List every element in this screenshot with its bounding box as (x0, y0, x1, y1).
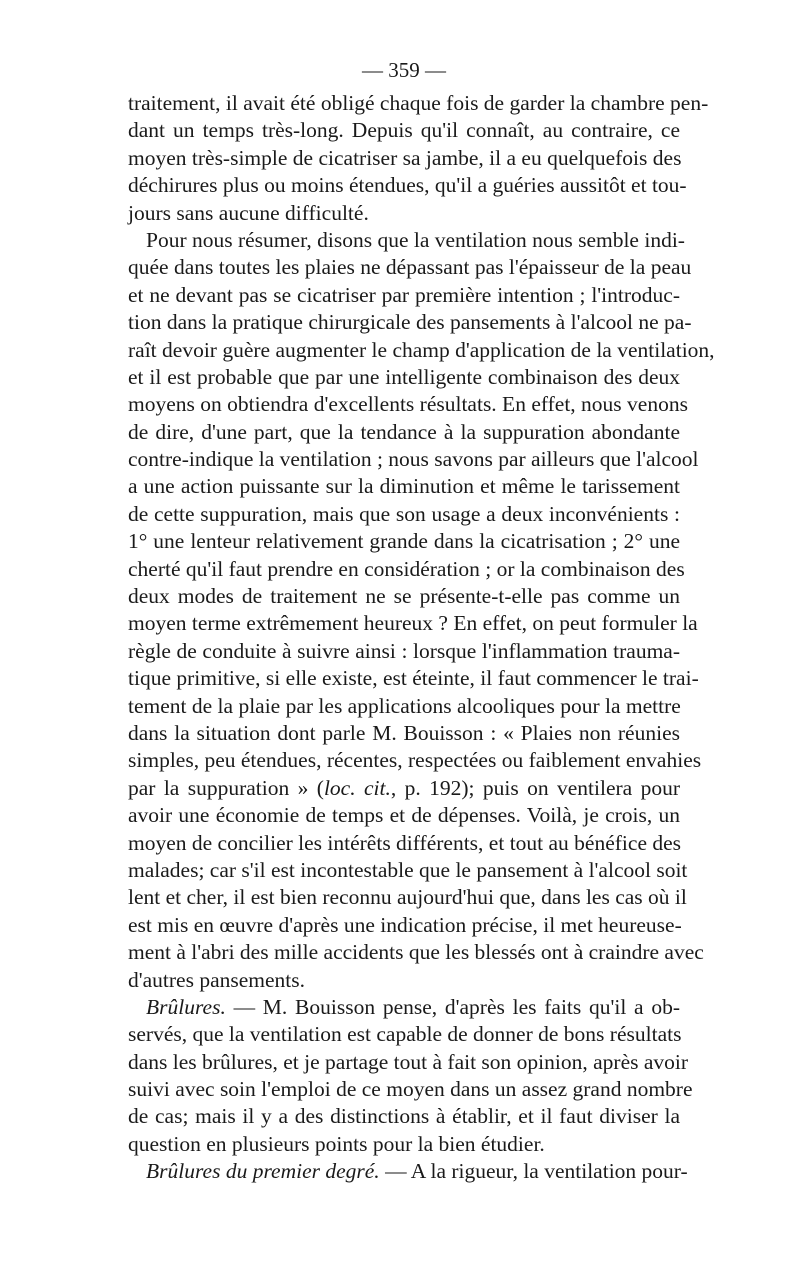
text-line: et il est probable que par une intelligente combinaison des deux (128, 364, 680, 389)
text-line: quée dans toutes les plaies ne dépassant pas l'épaisseur de la peau (128, 255, 692, 280)
text-line: malades; car s'il est incontestable que le pansement à l'alcool soit (128, 857, 688, 882)
text-line: Brûlures. — M. Bouisson pense, d'après les faits qu'il a ob- (146, 994, 680, 1019)
text-line: moyen terme extrêmement heureux ? En effet, on peut formuler la (128, 611, 698, 636)
text-line: simples, peu étendues, récentes, respectées ou faiblement envahies (128, 748, 702, 773)
text-line: servés, que la ventilation est capable de donner de bons résultats (128, 1022, 682, 1047)
text-line: moyen très-simple de cicatriser sa jambe, il a eu quelquefois des (128, 145, 682, 170)
text-line: d'autres pansements. (128, 967, 306, 992)
text-line: moyens on obtiendra d'excellents résultats. En effet, nous venons (128, 392, 688, 417)
text-line: tion dans la pratique chirurgicale des pansements à l'alcool ne pa- (128, 310, 692, 335)
text-line: tement de la plaie par les applications alcooliques pour la mettre (128, 693, 681, 718)
text-line: dans la situation dont parle M. Bouisson : « Plaies non réunies (128, 720, 680, 745)
text-line: suivi avec soin l'emploi de ce moyen dans un assez grand nombre (128, 1077, 693, 1102)
text-line: par la suppuration » (loc. cit., p. 192); puis on ventilera pour (128, 775, 680, 800)
text-line: jours sans aucune difficulté. (128, 200, 369, 225)
text-line: cherté qu'il faut prendre en considération ; or la combinaison des (128, 556, 685, 581)
text-line: deux modes de traitement ne se présente-t-elle pas comme un (128, 584, 680, 609)
page-body (128, 90, 715, 1186)
text-line: moyen de concilier les intérêts différents, et tout au bénéfice des (128, 830, 682, 855)
text-line: lent et cher, il est bien reconnu aujourd'hui que, dans les cas où il (128, 885, 687, 910)
text-line: traitement, il avait été obligé chaque fois de garder la chambre pen- (128, 91, 709, 115)
text-line: raît devoir guère augmenter le champ d'application de la ventilation, (128, 337, 715, 362)
text-line: a une action puissante sur la diminution et même le tarissement (128, 474, 680, 499)
text-line: tique primitive, si elle existe, est éteinte, il faut commencer le trai- (128, 666, 699, 691)
text-line: avoir une économie de temps et de dépenses. Voilà, je crois, un (128, 803, 680, 828)
text-line: est mis en œuvre d'après une indication précise, il met heureuse- (128, 912, 682, 937)
text-line: Pour nous résumer, disons que la ventilation nous semble indi- (146, 227, 685, 252)
text-line: dans les brûlures, et je partage tout à fait son opinion, après avoir (128, 1049, 689, 1074)
text-line: contre-indique la ventilation ; nous savons par ailleurs que l'alcool (128, 447, 699, 472)
text-line: 1° une lenteur relativement grande dans la cicatrisation ; 2° une (128, 529, 680, 554)
page-number: — 359 — (362, 58, 446, 82)
text-line: de cas; mais il y a des distinctions à établir, et il faut diviser la (128, 1104, 680, 1129)
text-line: déchirures plus ou moins étendues, qu'il a guéries aussitôt et tou- (128, 173, 687, 198)
text-line: ment à l'abri des mille accidents que les blessés ont à craindre avec (128, 940, 704, 965)
text-line: règle de conduite à suivre ainsi : lorsque l'inflammation trauma- (128, 638, 680, 663)
text-line: Brûlures du premier degré. — A la rigueur, la ventilation pour- (146, 1159, 688, 1184)
text-line: dant un temps très-long. Depuis qu'il connaît, au contraire, ce (128, 118, 680, 143)
text-line: question en plusieurs points pour la bien étudier. (128, 1131, 545, 1156)
text-line: de dire, d'une part, que la tendance à la suppuration abondante (128, 419, 680, 444)
text-line: et ne devant pas se cicatriser par première intention ; l'introduc- (128, 282, 680, 307)
book-page (128, 58, 715, 1186)
text-line: de cette suppuration, mais que son usage a deux inconvénients : (128, 501, 680, 526)
